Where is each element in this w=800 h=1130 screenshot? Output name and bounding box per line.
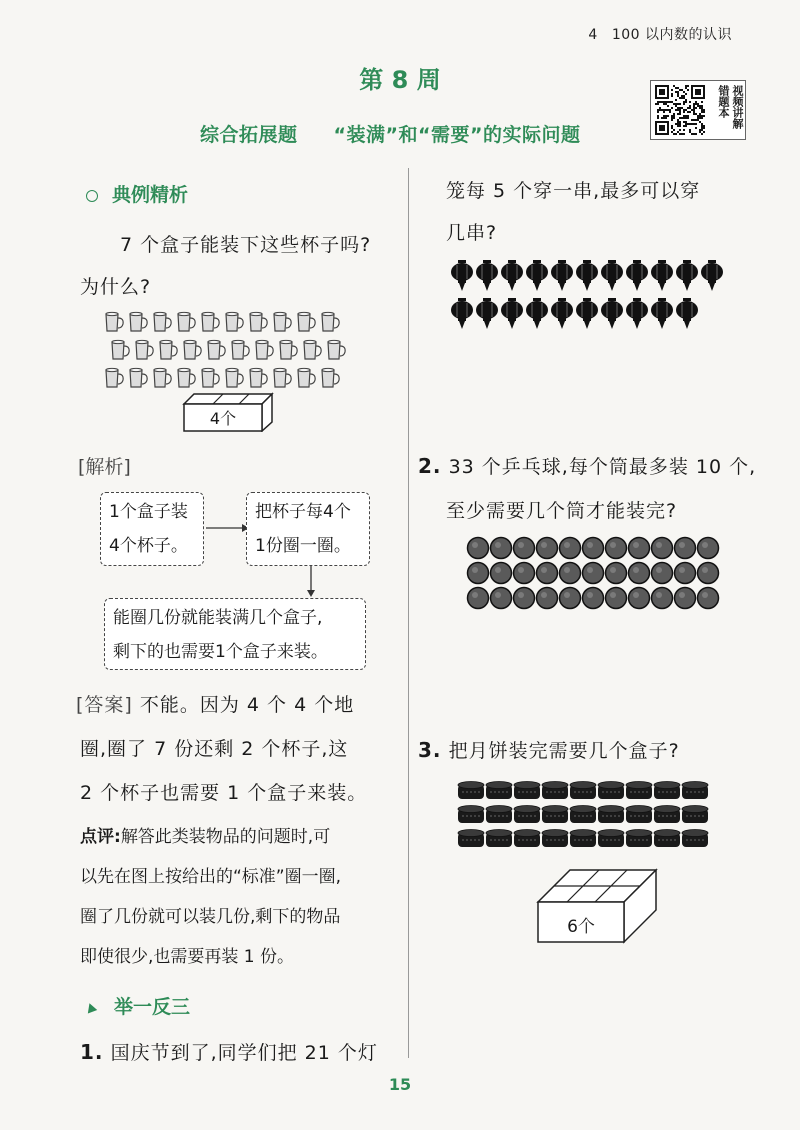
q3-line1-text: 把月饼装完需要几个盒子? — [448, 740, 680, 762]
q1-line3: 几串? — [446, 222, 498, 244]
mooncake-icon — [682, 782, 708, 800]
cup-icon — [184, 340, 201, 359]
page-number: 15 — [388, 1075, 412, 1094]
cup-icon — [274, 368, 291, 387]
lantern-icon — [501, 260, 523, 291]
mooncake-icon — [458, 782, 484, 800]
answer-line2: 圈,圈了 7 份还剩 2 个杯子,这 — [80, 738, 349, 760]
ping-pong-balls-illustration — [466, 536, 726, 612]
ping-pong-ball-icon — [537, 563, 558, 584]
ping-pong-ball-icon — [698, 538, 719, 559]
ping-pong-ball-icon — [514, 538, 535, 559]
mooncake-icon — [654, 782, 680, 800]
box6-label: 6个 — [567, 917, 595, 937]
column-divider — [408, 168, 409, 1058]
example-question-line2: 为什么? — [80, 276, 152, 298]
cup-icon — [250, 368, 267, 387]
lantern-icon — [601, 298, 623, 329]
mooncake-icon — [458, 806, 484, 824]
cup-icon — [250, 312, 267, 331]
flow-box-1 — [100, 492, 204, 566]
mooncake-icon — [514, 830, 540, 848]
lantern-icon — [576, 260, 598, 291]
lantern-icon — [676, 298, 698, 329]
mooncake-icon — [598, 806, 624, 824]
ping-pong-ball-icon — [629, 563, 650, 584]
q1-number: 1. — [80, 1040, 104, 1064]
mooncake-icon — [598, 782, 624, 800]
ping-pong-ball-icon — [560, 538, 581, 559]
ping-pong-ball-icon — [514, 588, 535, 609]
ping-pong-ball-icon — [629, 588, 650, 609]
lantern-icon — [551, 260, 573, 291]
chapter-title: 100 以内数的认识 — [611, 27, 732, 43]
cup-icon — [202, 368, 219, 387]
cup-icon — [256, 340, 273, 359]
q3-line1 — [418, 736, 680, 763]
q2-number: 2. — [418, 454, 442, 478]
cup-icon — [322, 368, 339, 387]
subtitle-right: “装满”和“需要”的实际问题 — [333, 124, 581, 146]
ping-pong-ball-icon — [491, 538, 512, 559]
ping-pong-ball-icon — [675, 588, 696, 609]
q1-line1 — [80, 1038, 378, 1065]
cup-icon — [226, 368, 243, 387]
mooncake-icon — [598, 830, 624, 848]
mooncake-icon — [654, 830, 680, 848]
example-question-line1: 7 个盒子能装下这些杯子吗? — [120, 234, 372, 256]
lantern-icon — [476, 298, 498, 329]
flow-box-2-line2: 1份圈一圈。 — [255, 536, 351, 556]
ping-pong-ball-icon — [491, 588, 512, 609]
ping-pong-ball-icon — [468, 538, 489, 559]
ping-pong-ball-icon — [606, 538, 627, 559]
cup-icon — [298, 368, 315, 387]
arrow-right-icon — [204, 520, 250, 536]
lantern-icon — [451, 260, 473, 291]
ping-pong-ball-icon — [675, 538, 696, 559]
circle-icon — [86, 190, 98, 202]
answer-line1 — [76, 690, 354, 717]
ping-pong-ball-icon — [468, 563, 489, 584]
subtitle — [200, 120, 580, 147]
lantern-icon — [601, 260, 623, 291]
chapter-number: 4 — [588, 27, 598, 43]
comment-line2: 以先在图上按给出的“标准”圈一圈, — [80, 867, 342, 887]
cup-icon — [202, 312, 219, 331]
mooncake-icon — [486, 782, 512, 800]
mooncake-icon — [626, 830, 652, 848]
flow-box-2 — [246, 492, 370, 566]
lanterns-illustration — [450, 254, 740, 334]
comment-label: 点评: — [80, 827, 121, 847]
lantern-icon — [676, 260, 698, 291]
qr-label-line2: 错题本 — [717, 85, 730, 118]
practice-section-header — [86, 992, 190, 1019]
mooncake-icon — [542, 830, 568, 848]
mooncake-icon — [570, 782, 596, 800]
flow-box-1-line2: 4个杯子。 — [109, 536, 188, 556]
cup-icon — [106, 312, 123, 331]
mooncake-icon — [458, 830, 484, 848]
ping-pong-ball-icon — [606, 563, 627, 584]
mooncake-icon — [542, 806, 568, 824]
lantern-icon — [526, 298, 548, 329]
ping-pong-ball-icon — [583, 538, 604, 559]
ping-pong-ball-icon — [468, 588, 489, 609]
q1-line1-text: 国庆节到了,同学们把 21 个灯 — [110, 1042, 378, 1064]
ping-pong-ball-icon — [583, 563, 604, 584]
ping-pong-ball-icon — [698, 588, 719, 609]
box-label: 4个 — [209, 409, 237, 428]
box-6-illustration — [536, 866, 660, 944]
flow-box-3-line2: 剩下的也需要1个盒子来装。 — [113, 642, 328, 662]
cup-icon — [280, 340, 297, 359]
lantern-icon — [626, 260, 648, 291]
qr-code-icon[interactable] — [655, 85, 705, 135]
q2-line1-text: 33 个乒乓球,每个筒最多装 10 个, — [448, 456, 757, 478]
lantern-icon — [526, 260, 548, 291]
ping-pong-ball-icon — [652, 588, 673, 609]
mooncake-icon — [626, 782, 652, 800]
cup-icon — [136, 340, 153, 359]
ping-pong-ball-icon — [560, 563, 581, 584]
example-section-title: 典例精析 — [112, 184, 189, 206]
chapter-header — [588, 24, 732, 44]
mooncake-icon — [682, 830, 708, 848]
mooncake-icon — [486, 806, 512, 824]
lantern-icon — [476, 260, 498, 291]
lantern-icon — [626, 298, 648, 329]
cup-icon — [304, 340, 321, 359]
q2-line2: 至少需要几个筒才能装完? — [446, 500, 678, 522]
qr-label — [707, 85, 743, 129]
ping-pong-ball-icon — [652, 538, 673, 559]
ping-pong-ball-icon — [514, 563, 535, 584]
qr-label-line1: 视频讲解 — [731, 85, 744, 129]
lantern-icon — [501, 298, 523, 329]
q2-line1 — [418, 452, 756, 479]
lantern-icon — [651, 260, 673, 291]
cup-icon — [298, 312, 315, 331]
answer-label: [答案] — [76, 694, 133, 716]
cup-icon — [208, 340, 225, 359]
mooncakes-illustration — [452, 776, 712, 856]
cup-icon — [274, 312, 291, 331]
flow-box-3 — [104, 598, 366, 670]
cup-icon — [232, 340, 249, 359]
cups-illustration — [100, 310, 360, 400]
answer-line1-text: 不能。因为 4 个 4 个地 — [139, 694, 355, 716]
cup-icon — [322, 312, 339, 331]
mooncake-icon — [626, 806, 652, 824]
cup-icon — [154, 312, 171, 331]
flow-box-1-line1: 1个盒子装 — [109, 502, 188, 522]
mooncake-icon — [570, 806, 596, 824]
ping-pong-ball-icon — [560, 588, 581, 609]
q1-line2: 笼每 5 个穿一串,最多可以穿 — [446, 180, 701, 202]
ping-pong-ball-icon — [537, 588, 558, 609]
lantern-icon — [551, 298, 573, 329]
cup-icon — [112, 340, 129, 359]
lantern-icon — [576, 298, 598, 329]
comment-line3: 圈了几份就可以装几份,剩下的物品 — [80, 907, 341, 927]
cup-icon — [178, 368, 195, 387]
cup-icon — [130, 312, 147, 331]
arrow-down-icon — [304, 566, 318, 598]
example-section-header — [86, 180, 188, 207]
cup-icon — [154, 368, 171, 387]
week-title: 第 8 周 — [359, 66, 441, 94]
lantern-icon — [451, 298, 473, 329]
ping-pong-ball-icon — [675, 563, 696, 584]
cup-icon — [178, 312, 195, 331]
mooncake-icon — [570, 830, 596, 848]
q3-number: 3. — [418, 738, 442, 762]
mooncake-icon — [654, 806, 680, 824]
ping-pong-ball-icon — [698, 563, 719, 584]
cup-icon — [160, 340, 177, 359]
mooncake-icon — [514, 806, 540, 824]
ping-pong-ball-icon — [606, 588, 627, 609]
comment-line1-text: 解答此类装物品的问题时,可 — [120, 827, 331, 847]
triangle-icon — [85, 1002, 97, 1014]
qr-code-panel[interactable] — [650, 80, 746, 140]
mooncake-icon — [514, 782, 540, 800]
cup-icon — [226, 312, 243, 331]
cup-icon — [328, 340, 345, 359]
subtitle-left: 综合拓展题 — [200, 124, 298, 146]
comment-line1 — [80, 822, 330, 847]
ping-pong-ball-icon — [583, 588, 604, 609]
mooncake-icon — [542, 782, 568, 800]
ping-pong-ball-icon — [629, 538, 650, 559]
analysis-label: [解析] — [78, 456, 131, 478]
cup-icon — [130, 368, 147, 387]
flow-box-2-line1: 把杯子每4个 — [255, 502, 351, 522]
ping-pong-ball-icon — [537, 538, 558, 559]
flow-box-3-line1: 能圈几份就能装满几个盒子, — [113, 608, 323, 628]
lantern-icon — [701, 260, 723, 291]
mooncake-icon — [682, 806, 708, 824]
ping-pong-ball-icon — [491, 563, 512, 584]
comment-line4: 即使很少,也需要再装 1 份。 — [80, 947, 295, 967]
answer-line3: 2 个杯子也需要 1 个盒子来装。 — [80, 782, 368, 804]
box-4-illustration — [182, 392, 274, 432]
ping-pong-ball-icon — [652, 563, 673, 584]
cup-icon — [106, 368, 123, 387]
mooncake-icon — [486, 830, 512, 848]
practice-section-title: 举一反三 — [114, 996, 191, 1018]
lantern-icon — [651, 298, 673, 329]
